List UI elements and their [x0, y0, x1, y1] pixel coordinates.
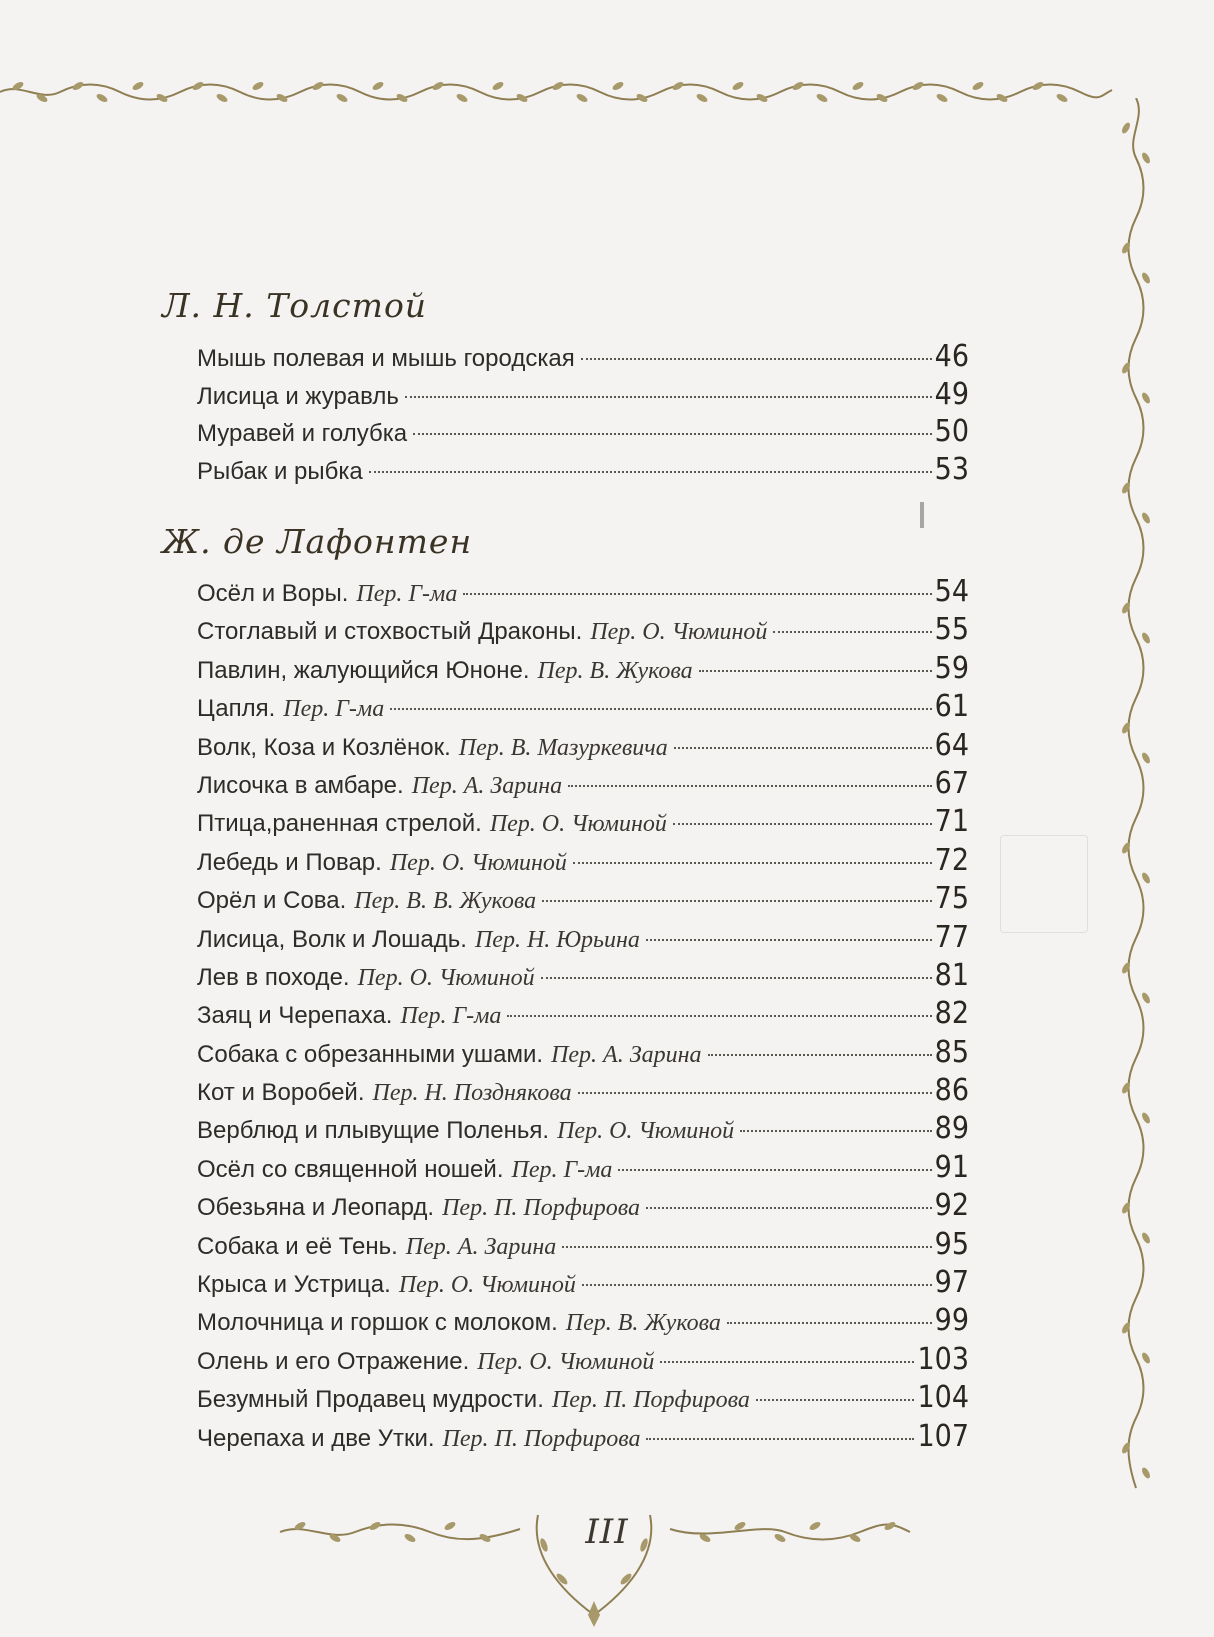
entry-title: Олень и его Отражение. [197, 1347, 470, 1375]
dot-leader [740, 1130, 931, 1132]
dot-leader [756, 1399, 915, 1401]
toc-entry[interactable] [197, 1034, 969, 1072]
toc-entry[interactable] [197, 765, 969, 803]
entry-title: Черепаха и две Утки. [197, 1424, 435, 1452]
page-number: 86 [934, 1073, 969, 1109]
stray-pencil-mark [920, 502, 924, 528]
dot-leader [581, 358, 932, 360]
dot-leader [618, 1169, 931, 1171]
dot-leader [578, 1092, 932, 1094]
page-folio: III [585, 1512, 629, 1552]
entry-title: Лисочка в амбаре. [197, 771, 404, 799]
toc-entry[interactable] [197, 1341, 969, 1379]
toc-entry[interactable] [197, 1226, 969, 1264]
entry-title: Лебедь и Повар. [197, 848, 382, 876]
entry-title: Собака с обрезанными ушами. [197, 1040, 544, 1068]
dot-leader [674, 747, 932, 749]
dot-leader [405, 396, 932, 398]
entry-translator: Пер. Г-ма [356, 581, 458, 607]
entry-title: Осёл и Воры. [197, 580, 349, 607]
entry-title: Собака и её Тень. [197, 1232, 398, 1260]
toc-entry[interactable] [197, 957, 969, 995]
dot-leader [673, 823, 932, 825]
page-number: 77 [934, 919, 969, 955]
page-number: 92 [934, 1188, 969, 1224]
toc-entry[interactable] [197, 650, 969, 688]
toc-entry[interactable] [197, 1379, 969, 1417]
vine-border-top [0, 76, 1115, 108]
entry-title: Осёл со священной ношей. [197, 1155, 504, 1183]
toc-entry[interactable] [197, 1187, 969, 1225]
toc-entry[interactable] [197, 573, 969, 611]
entry-title: Лисица и журавль [197, 382, 399, 410]
entry-translator: Пер. О. Чюминой [590, 619, 768, 646]
toc-entry[interactable] [197, 1110, 969, 1148]
toc-entry[interactable] [197, 842, 969, 880]
toc-entry[interactable] [197, 727, 969, 765]
entry-translator: Пер. В. Жукова [565, 1310, 721, 1337]
page-number: 89 [934, 1111, 969, 1147]
page-number: 95 [934, 1226, 969, 1262]
dot-leader [568, 785, 932, 787]
toc-entry[interactable] [197, 338, 969, 376]
dot-leader [727, 1322, 932, 1324]
page-number: 55 [934, 612, 969, 648]
dot-leader [660, 1361, 914, 1363]
page-number: 61 [934, 689, 969, 725]
dot-leader [390, 708, 931, 710]
entry-title: Крыса и Устрица. [197, 1271, 391, 1299]
toc-entry[interactable] [197, 451, 969, 489]
page-number: 104 [917, 1380, 969, 1416]
entry-title: Лев в походе. [197, 963, 350, 991]
page-number: 50 [934, 414, 969, 449]
page-number: 75 [934, 881, 969, 917]
toc-entry[interactable] [197, 1149, 969, 1187]
dot-leader [573, 862, 932, 864]
entry-title: Молочница и горшок с молоком. [197, 1309, 558, 1337]
entry-translator: Пер. А. Зарина [551, 1041, 702, 1068]
author-heading-lafontaine: Ж. де Лафонтен [162, 522, 473, 561]
page-number: 53 [934, 451, 969, 487]
page-number: 64 [934, 727, 969, 763]
toc-entry[interactable] [197, 919, 969, 957]
vine-border-right [1106, 98, 1162, 1493]
toc-entry[interactable] [197, 1072, 969, 1110]
entry-title: Обезьяна и Леопард. [197, 1194, 435, 1222]
toc-list-lafontaine [197, 573, 969, 1456]
page-number: 49 [934, 376, 969, 412]
page-number: 97 [934, 1265, 969, 1301]
entry-translator: Пер. О. Чюминой [398, 1272, 576, 1299]
entry-translator: Пер. П. Порфирова [551, 1387, 750, 1414]
entry-translator: Пер. О. Чюминой [357, 964, 535, 991]
dot-leader [542, 900, 932, 902]
entry-title: Стоглавый и стохвостый Драконы. [197, 618, 583, 646]
entry-title: Заяц и Черепаха. [197, 1002, 393, 1030]
entry-translator: Пер. В. Мазуркевича [458, 734, 668, 761]
entry-translator: Пер. В. Жукова [537, 657, 693, 684]
dot-leader [646, 1207, 932, 1209]
dot-leader [773, 631, 931, 633]
dot-leader [699, 670, 932, 672]
page-number: 103 [917, 1341, 969, 1377]
dot-leader [646, 939, 932, 941]
page-number: 82 [934, 996, 969, 1032]
entry-translator: Пер. П. Порфирова [442, 1195, 641, 1222]
page-number: 85 [934, 1034, 969, 1070]
entry-translator: Пер. Г-ма [400, 1003, 502, 1030]
toc-entry[interactable] [197, 1302, 969, 1340]
dot-leader [413, 433, 932, 435]
entry-translator: Пер. О. Чюминой [389, 849, 567, 876]
entry-translator: Пер. О. Чюминой [477, 1348, 655, 1375]
toc-entry[interactable] [197, 995, 969, 1033]
entry-title: Верблюд и плывущие Поленья. [197, 1117, 550, 1145]
show-through-mark [1000, 835, 1088, 933]
entry-translator: Пер. О. Чюминой [557, 1118, 735, 1145]
page-number: 71 [934, 804, 969, 840]
dot-leader [463, 593, 931, 595]
page-number: 59 [934, 650, 969, 686]
entry-title: Птица,раненная стрелой. [197, 810, 482, 838]
toc-entry[interactable] [197, 1418, 969, 1456]
toc-entry[interactable] [197, 1264, 969, 1302]
page-number: 81 [934, 957, 969, 993]
toc-entry[interactable] [197, 611, 969, 649]
page-number: 54 [934, 574, 969, 609]
entry-title: Павлин, жалующийся Юноне. [197, 656, 530, 684]
entry-translator: Пер. Г-ма [283, 696, 385, 723]
entry-title: Безумный Продавец мудрости. [197, 1386, 544, 1414]
entry-title: Муравей и голубка [197, 420, 408, 447]
page-number: 72 [934, 842, 969, 878]
dot-leader [541, 977, 932, 979]
entry-title: Мышь полевая и мышь городская [197, 345, 575, 372]
entry-title: Кот и Воробей. [197, 1079, 365, 1107]
entry-title: Рыбак и рыбка [197, 457, 363, 485]
toc-list-tolstoy [197, 338, 969, 488]
toc-entry[interactable] [197, 688, 969, 726]
entry-translator: Пер. А. Зарина [405, 1233, 557, 1260]
toc-entry[interactable] [197, 376, 969, 414]
entry-translator: Пер. Н. Юрьина [474, 926, 640, 953]
entry-translator: Пер. П. Порфирова [442, 1425, 641, 1452]
dot-leader [369, 471, 932, 473]
dot-leader [582, 1284, 932, 1286]
toc-entry[interactable] [197, 413, 969, 451]
entry-title: Лисица, Волк и Лошадь. [197, 925, 467, 953]
author-heading-tolstoy: Л. Н. Толстой [162, 286, 428, 325]
page-number: 99 [934, 1303, 969, 1339]
toc-entry[interactable] [197, 803, 969, 841]
entry-translator: Пер. Н. Позднякова [372, 1080, 572, 1107]
dot-leader [562, 1246, 931, 1248]
entry-translator: Пер. А. Зарина [411, 772, 563, 799]
toc-entry[interactable] [197, 880, 969, 918]
page-number: 67 [934, 765, 969, 801]
dot-leader [507, 1015, 931, 1017]
entry-translator: Пер. В. В. Жукова [354, 888, 537, 915]
entry-title: Волк, Коза и Козлёнок. [197, 733, 451, 761]
entry-title: Цапля. [197, 695, 276, 723]
entry-title: Орёл и Сова. [197, 887, 347, 915]
dot-leader [646, 1438, 914, 1440]
entry-translator: Пер. О. Чюминой [489, 811, 667, 838]
dot-leader [708, 1054, 932, 1056]
entry-translator: Пер. Г-ма [511, 1156, 613, 1183]
page-number: 91 [934, 1149, 969, 1185]
page-number: 46 [934, 339, 969, 374]
page-number: 107 [917, 1418, 969, 1454]
